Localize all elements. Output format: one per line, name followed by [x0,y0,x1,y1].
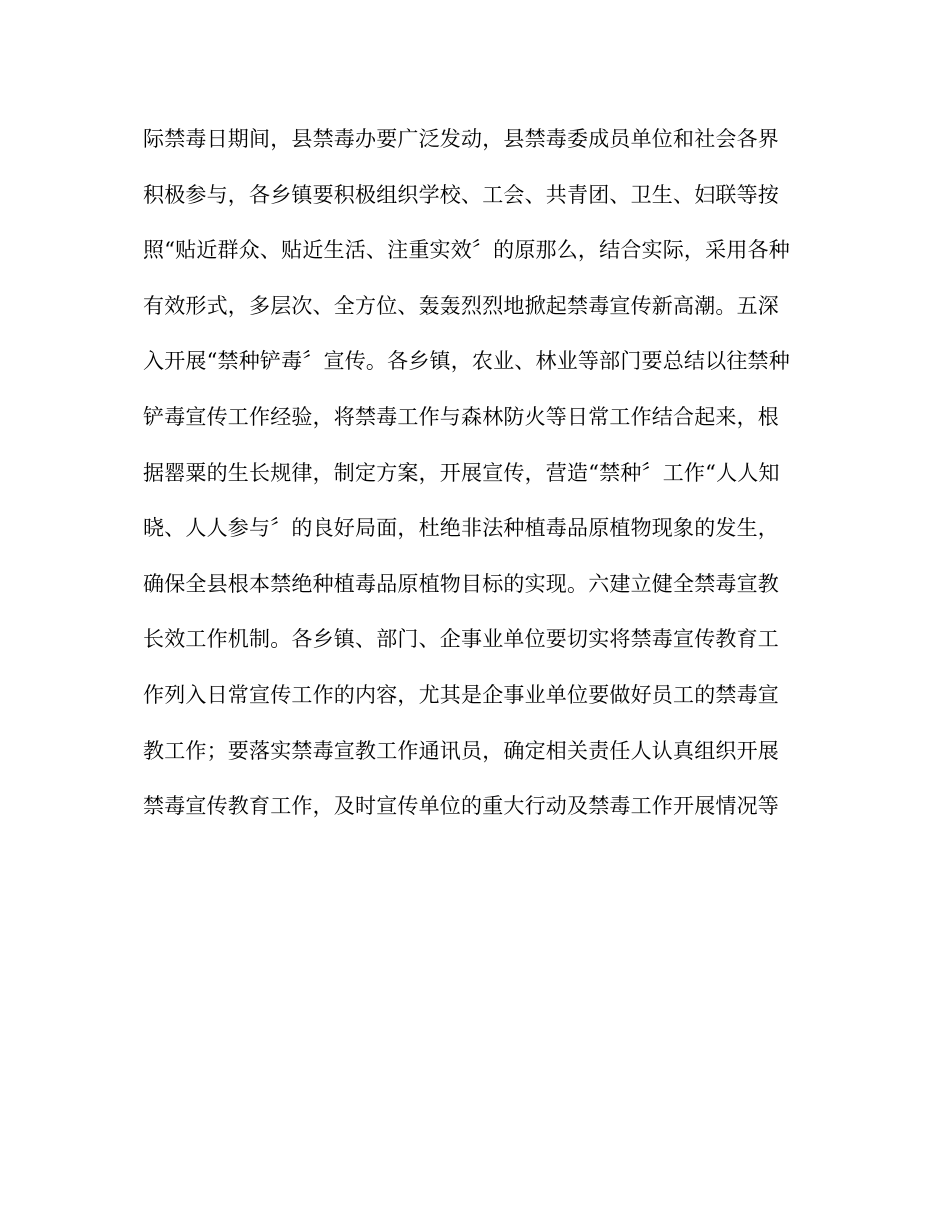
text-line: 长效工作机制。各乡镇、部门、企事业单位要切实将禁毒宣传教育工 [143,627,779,652]
body-text [143,117,823,840]
text-line: 入开展“禁种铲毒〞宣传。各乡镇，农业、林业等部门要总结以往禁种 [143,349,790,374]
text-line: 确保全县根本禁绝种植毒品原植物目标的实现。六建立健全禁毒宣教 [143,571,779,596]
text-line: 晓、人人参与〞的良好局面，杜绝非法种植毒品原植物现象的发生， [143,516,779,541]
text-line: 据罂粟的生长规律，制定方案，开展宣传，营造“禁种〞工作“人人知 [143,460,780,485]
text-line: 教工作；要落实禁毒宣教工作通讯员，确定相关责任人认真组织开展 [143,738,779,763]
text-line: 照“贴近群众、贴近生活、注重实效〞的原那么，结合实际，采用各种 [143,238,790,263]
text-line: 作列入日常宣传工作的内容，尤其是企事业单位要做好员工的禁毒宣 [143,682,779,707]
text-line: 铲毒宣传工作经验，将禁毒工作与森林防火等日常工作结合起来，根 [143,404,779,429]
text-line: 禁毒宣传教育工作，及时宣传单位的重大行动及禁毒工作开展情况等 [143,794,779,819]
text-line: 有效形式，多层次、全方位、轰轰烈烈地掀起禁毒宣传新高潮。五深 [143,293,779,318]
text-line: 积极参与，各乡镇要积极组织学校、工会、共青团、卫生、妇联等按 [143,182,779,207]
text-line: 际禁毒日期间，县禁毒办要广泛发动，县禁毒委成员单位和社会各界 [143,127,779,151]
